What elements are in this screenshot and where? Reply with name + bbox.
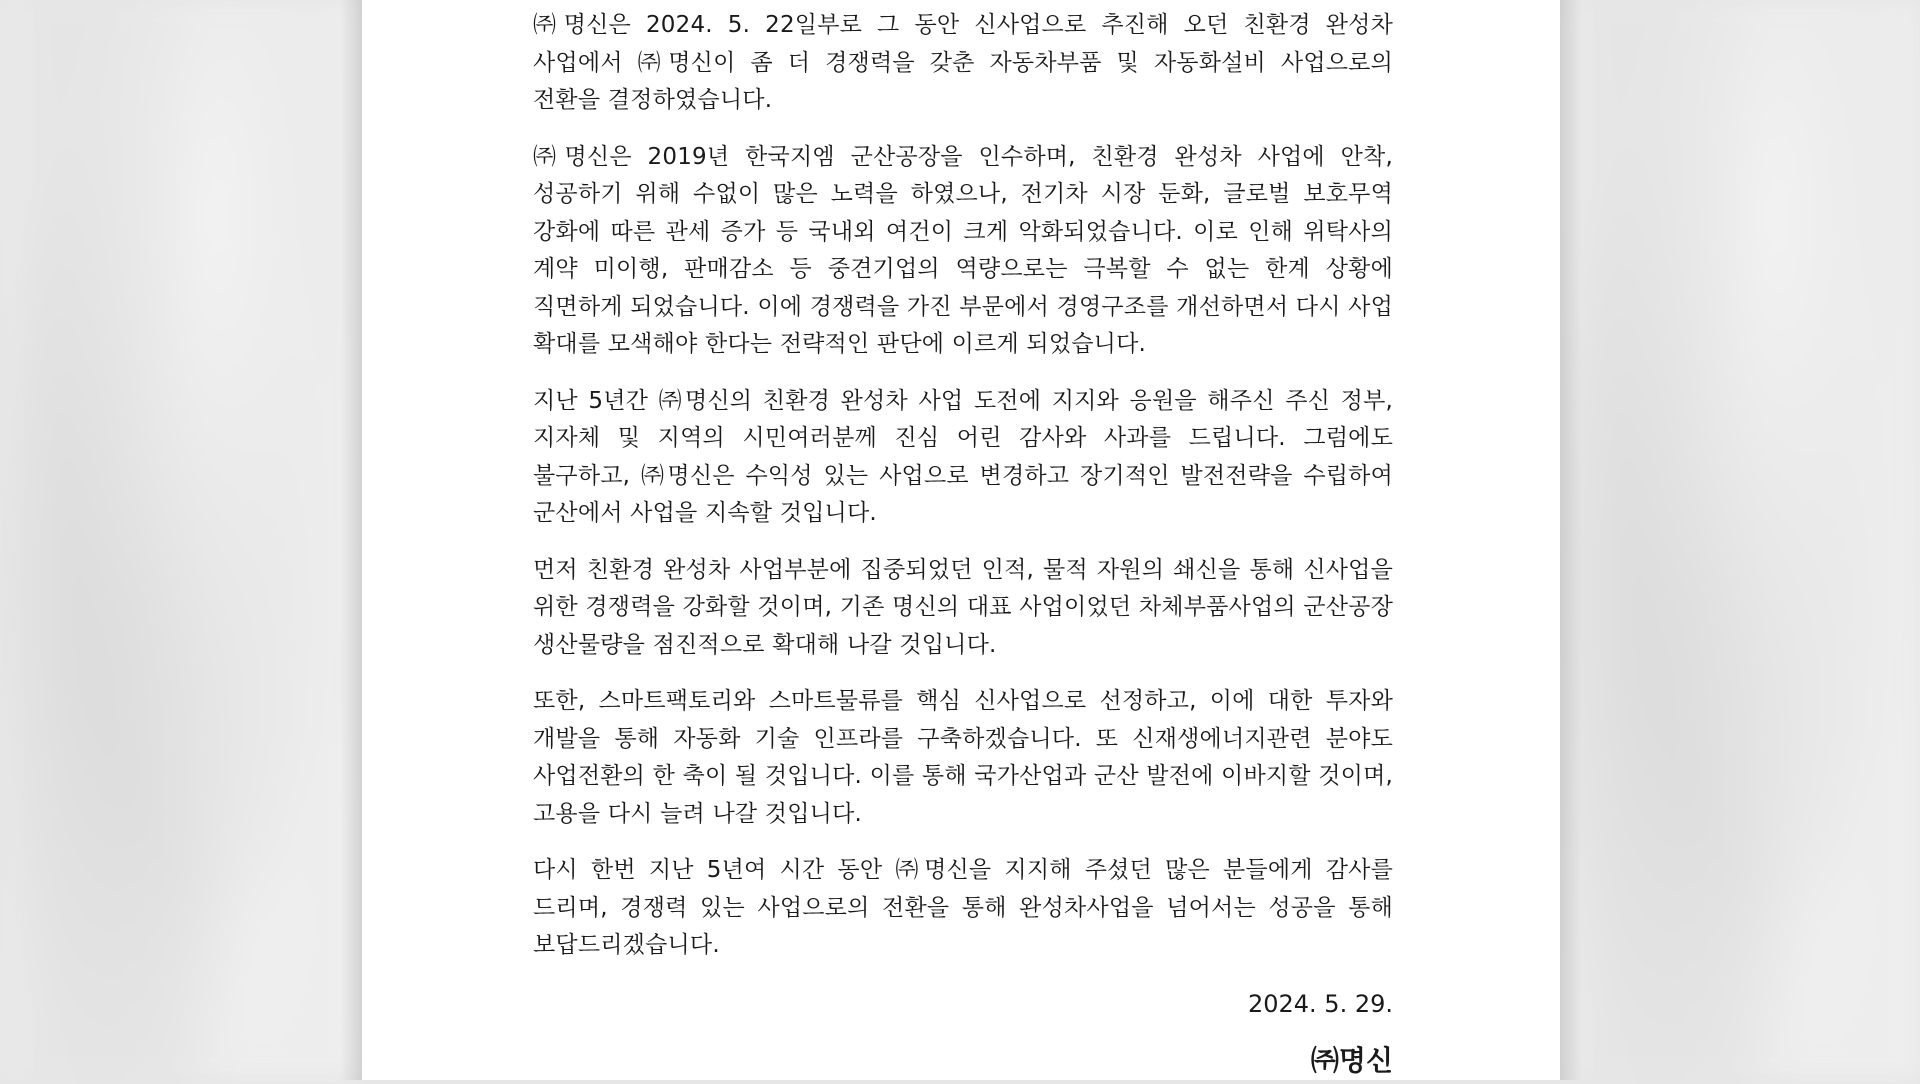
paragraph-apology: 지난 5년간 ㈜명신의 친환경 완성차 사업 도전에 지지와 응원을 해주신 주신 정부, 지자체 및 지역의 시민여러분께 진심 어린 감사와 사과를 드립니다. 그럼에도 불구하고, ㈜명신은 수익성 있는 사업으로 변경하고 장기적인 발전전략을 수립하여 군산에서 사업을 지속할 것입니다. [533,387,1393,526]
company-signature: ㈜명신 [1310,1043,1393,1077]
document-date: 2024. 5. 29. [1247,989,1393,1018]
blurred-background-left [0,0,360,1080]
paragraph-closing: 다시 한번 지난 5년여 시간 동안 ㈜명신을 지지해 주셨던 많은 분들에게 감사를 드리며, 경쟁력 있는 사업으로의 전환을 통해 완성차사업을 넘어서는 성공을 통해 보답드리겠습니다. [533,857,1393,958]
blurred-background-right [1560,0,1920,1080]
document-page [362,0,1560,1080]
paragraph-transition-decision: ㈜명신은 2024. 5. 22일부로 그 동안 신사업으로 추진해 오던 친환경 완성차 사업에서 ㈜명신이 좀 더 경쟁력을 갖춘 자동차부품 및 자동화설비 사업으로의 전환을 결정하였습니다. [533,12,1393,113]
document-body [533,7,1393,1084]
paper-shadow-left [340,0,362,1080]
paragraph-new-business: 또한, 스마트팩토리와 스마트물류를 핵심 신사업으로 선정하고, 이에 대한 투자와 개발을 통해 자동화 기술 인프라를 구축하겠습니다. 또 신재생에너지관련 분야도 사업전환의 한 축이 될 것입니다. 이를 통해 국가산업과 군산 발전에 이바지할 것이며, 고용을 다시 늘려 나갈 것입니다. [533,688,1393,827]
paragraph-background: ㈜명신은 2019년 한국지엠 군산공장을 인수하며, 친환경 완성차 사업에 안착, 성공하기 위해 수없이 많은 노력을 하였으나, 전기차 시장 둔화, 글로벌 보호무역 강화에 따른 관세 증가 등 국내외 여건이 크게 악화되었습니다. 이로 인해 위탁사의 계약 미이행, 판매감소 등 중견기업의 역량으로는 극복할 수 없는 한계 상황에 직면하게 되었습니다. 이에 경쟁력을 가진 부문에서 경영구조를 개선하면서 다시 사업 확대를 모색해야 한다는 전략적인 판단에 이르게 되었습니다. [533,143,1393,357]
paragraph-resource-plan: 먼저 친환경 완성차 사업부분에 집중되었던 인적, 물적 자원의 쇄신을 통해 신사업을 위한 경쟁력을 강화할 것이며, 기존 명신의 대표 사업이었던 차체부품사업의 군산공장 생산물량을 점진적으로 확대해 나갈 것입니다. [533,556,1393,658]
paper-shadow-right [1560,0,1582,1080]
